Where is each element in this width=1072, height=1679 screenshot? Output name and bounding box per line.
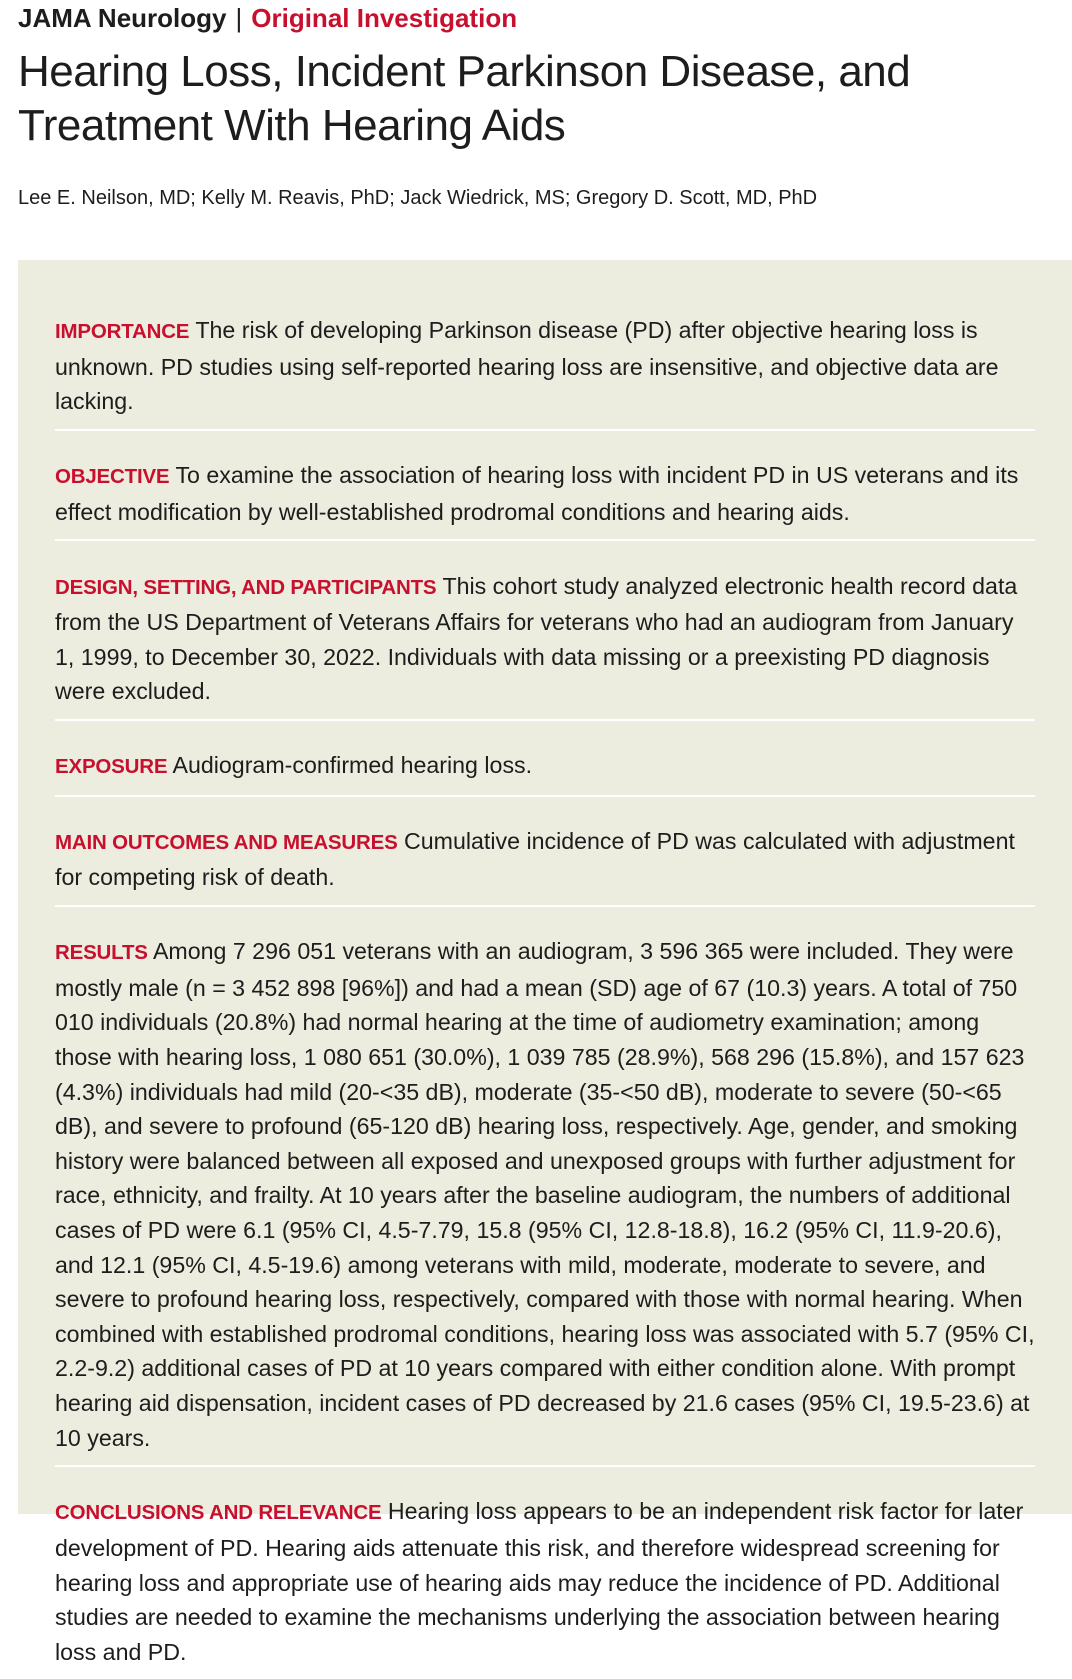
abstract-section-exposure xyxy=(55,744,1035,797)
section-text: Audiogram-confirmed hearing loss. xyxy=(172,752,533,779)
section-text: This cohort study analyzed electronic health record data from the US Department of Veterans Affairs for veterans who had an audiogram from January 1, 1999, to December 30, 2022. Individuals with data missing or a preexisting PD diagnosis were excluded. xyxy=(55,572,1018,705)
abstract-section-design xyxy=(55,565,1035,721)
section-label: MAIN OUTCOMES AND MEASURES xyxy=(55,830,398,854)
abstract-section-conclusions xyxy=(55,1490,1035,1679)
section-text: To examine the association of hearing loss with incident PD in US veterans and its effect modification by well-established prodromal conditions and hearing aids. xyxy=(55,462,1019,525)
article-type-label: Original Investigation xyxy=(251,3,518,33)
abstract-section-outcomes xyxy=(55,820,1035,907)
section-label: CONCLUSIONS AND RELEVANCE xyxy=(55,1501,382,1525)
section-text: Cumulative incidence of PD was calculated with adjustment for competing risk of death. xyxy=(55,827,1015,891)
section-text: Hearing loss appears to be an independent risk factor for later development of PD. Hearing aids attenuate this risk, and therefore widespread screening for hearing loss and appropriate use of hearing aids may reduce the incidence of PD. Additional studies are needed to examine the mechanisms underlying the association between hearing loss and PD. xyxy=(55,1498,1024,1665)
journal-name: JAMA Neurology xyxy=(18,3,227,33)
abstract-section-importance xyxy=(55,309,1035,431)
abstract-section-results xyxy=(55,930,1035,1467)
abstract-section-objective xyxy=(55,454,1035,541)
header-separator: | xyxy=(235,3,243,33)
author-list: Lee E. Neilson, MD; Kelly M. Reavis, PhD; Jack Wiedrick, MS; Gregory D. Scott, MD, PhD xyxy=(18,187,818,209)
section-label: RESULTS xyxy=(55,941,148,965)
article-title: Hearing Loss, Incident Parkinson Disease, and Treatment With Hearing Aids xyxy=(18,47,911,150)
section-label: DESIGN, SETTING, AND PARTICIPANTS xyxy=(55,575,437,599)
abstract-box xyxy=(18,260,1072,1665)
section-label: EXPOSURE xyxy=(55,755,168,779)
journal-header xyxy=(18,2,517,34)
section-label: IMPORTANCE xyxy=(55,320,190,344)
section-text: The risk of developing Parkinson disease (PD) after objective hearing loss is unknown. PD studies using self-reported hearing loss are insensitive, and objective data are lacking. xyxy=(55,317,999,415)
section-text: Among 7 296 051 veterans with an audiogram, 3 596 365 were included. They were mostly male (n = 3 452 898 [96%]) and had a mean (SD) age of 67 (10.3) years. A total of 750 010 individuals (20.8%) had normal hearing at the time of audiometry examination; among those with hearing loss, 1 080 651 (30.0%), 1 039 785 (28.9%), 568 296 (15.8%), and 157 623 (4.3%) individuals had mild (20-<35 dB), moderate (35-<50 dB), moderate to severe (50-<65 dB), and severe to profound (65-120 dB) hearing loss, respectively. Age, gender, and smoking history were balanced between all exposed and unexposed groups with further adjustment for race, ethnicity, and frailty. At 10 years after the baseline audiogram, the numbers of additional cases of PD were 6.1 (95% CI, 4.5-7.79, 15.8 (95% CI, 12.8-18.8), 16.2 (95% CI, 11.9-20.6), and 12.1 (95% CI, 4.5-19.6) among veterans with mild, moderate, moderate to severe, and severe to profound hearing loss, respectively, compared with those with normal hearing. When combined with established prodromal conditions, hearing loss was associated with 5.7 (95% CI, 2.2-9.2) additional cases of PD at 10 years compared with either condition alone. With prompt hearing aid dispensation, incident cases of PD decreased by 21.6 cases (95% CI, 19.5-23.6) at 10 years. xyxy=(55,938,1035,1451)
section-label: OBJECTIVE xyxy=(55,465,170,489)
